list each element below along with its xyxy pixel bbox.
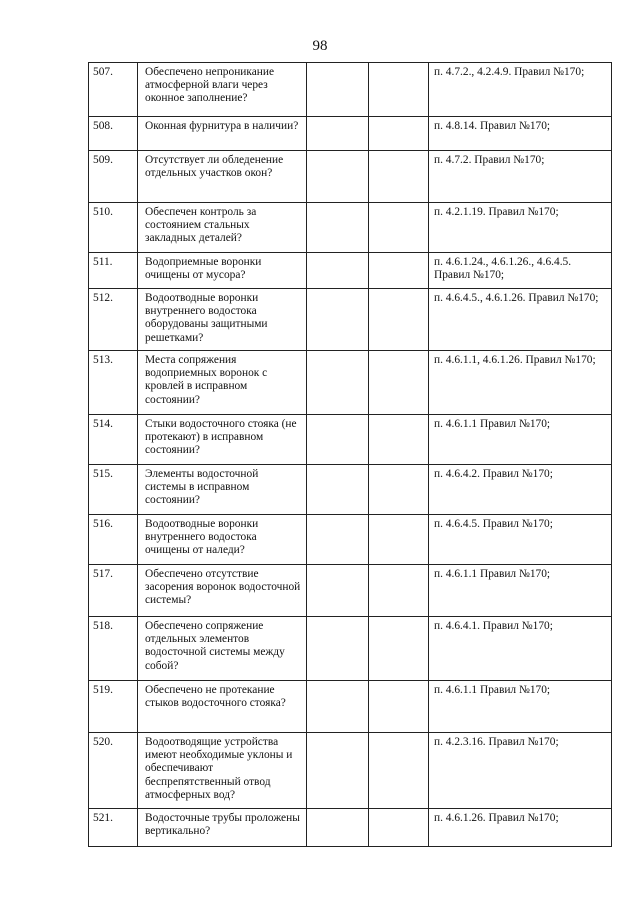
answer-cell-2[interactable] [369,203,429,253]
answer-cell-2[interactable] [369,253,429,289]
row-reference: п. 4.2.3.16. Правил №170; [429,733,612,809]
table-row [89,63,612,117]
answer-cell-2[interactable] [369,289,429,351]
row-question: Обеспечено отсутствие засорения воронок водосточной системы? [138,565,307,617]
row-number: 517. [89,565,138,617]
table-row [89,565,612,617]
table-row [89,253,612,289]
answer-cell-1[interactable] [307,63,369,117]
row-number: 516. [89,515,138,565]
row-reference: п. 4.6.1.1, 4.6.1.26. Правил №170; [429,351,612,415]
row-question: Места сопряжения водоприемных воронок с кровлей в исправном состоянии? [138,351,307,415]
table-row [89,733,612,809]
table-row [89,351,612,415]
row-question: Обеспечено непроникание атмосферной влаги через оконное заполнение? [138,63,307,117]
row-reference: п. 4.6.4.5. Правил №170; [429,515,612,565]
row-number: 518. [89,617,138,681]
answer-cell-2[interactable] [369,465,429,515]
row-number: 512. [89,289,138,351]
row-question: Оконная фурнитура в наличии? [138,117,307,151]
row-question: Водоприемные воронки очищены от мусора? [138,253,307,289]
answer-cell-1[interactable] [307,515,369,565]
table-row [89,515,612,565]
row-reference: п. 4.6.4.5., 4.6.1.26. Правил №170; [429,289,612,351]
row-reference: п. 4.6.1.1 Правил №170; [429,565,612,617]
row-number: 511. [89,253,138,289]
row-reference: п. 4.2.1.19. Правил №170; [429,203,612,253]
answer-cell-1[interactable] [307,681,369,733]
row-number: 514. [89,415,138,465]
answer-cell-2[interactable] [369,63,429,117]
row-question: Обеспечен контроль за состоянием стальных закладных деталей? [138,203,307,253]
table-row [89,809,612,847]
answer-cell-2[interactable] [369,681,429,733]
row-number: 520. [89,733,138,809]
row-number: 513. [89,351,138,415]
row-number: 508. [89,117,138,151]
checklist-table [88,62,612,847]
answer-cell-1[interactable] [307,289,369,351]
row-reference: п. 4.7.2. Правил №170; [429,151,612,203]
row-question: Элементы водосточной системы в исправном состоянии? [138,465,307,515]
answer-cell-1[interactable] [307,253,369,289]
row-reference: п. 4.6.1.24., 4.6.1.26., 4.6.4.5. Правил №170; [429,253,612,289]
row-question: Водоотводные воронки внутреннего водостока оборудованы защитными решетками? [138,289,307,351]
table-row [89,415,612,465]
row-number: 519. [89,681,138,733]
table-row [89,681,612,733]
row-question: Стыки водосточного стояка (не протекают) в исправном состоянии? [138,415,307,465]
answer-cell-1[interactable] [307,809,369,847]
answer-cell-1[interactable] [307,465,369,515]
answer-cell-2[interactable] [369,809,429,847]
row-question: Обеспечено сопряжение отдельных элементов водосточной системы между собой? [138,617,307,681]
answer-cell-1[interactable] [307,117,369,151]
answer-cell-1[interactable] [307,203,369,253]
table-row [89,151,612,203]
row-reference: п. 4.8.14. Правил №170; [429,117,612,151]
row-question: Водоотводящие устройства имеют необходимые уклоны и обеспечивают беспрепятственный отвод атмосферных вод? [138,733,307,809]
row-question: Водоотводные воронки внутреннего водостока очищены от наледи? [138,515,307,565]
row-number: 515. [89,465,138,515]
answer-cell-2[interactable] [369,565,429,617]
answer-cell-1[interactable] [307,617,369,681]
answer-cell-2[interactable] [369,117,429,151]
answer-cell-2[interactable] [369,151,429,203]
answer-cell-2[interactable] [369,733,429,809]
row-reference: п. 4.6.1.26. Правил №170; [429,809,612,847]
row-reference: п. 4.7.2., 4.2.4.9. Правил №170; [429,63,612,117]
answer-cell-1[interactable] [307,565,369,617]
table-row [89,117,612,151]
answer-cell-1[interactable] [307,415,369,465]
answer-cell-2[interactable] [369,415,429,465]
answer-cell-2[interactable] [369,617,429,681]
table-row [89,203,612,253]
row-number: 521. [89,809,138,847]
checklist-body [89,63,612,847]
row-number: 509. [89,151,138,203]
page-number: 98 [312,38,328,54]
row-question: Водосточные трубы проложены вертикально? [138,809,307,847]
answer-cell-2[interactable] [369,351,429,415]
table-row [89,617,612,681]
row-reference: п. 4.6.1.1 Правил №170; [429,681,612,733]
row-question: Обеспечено не протекание стыков водосточного стояка? [138,681,307,733]
row-reference: п. 4.6.4.2. Правил №170; [429,465,612,515]
row-reference: п. 4.6.1.1 Правил №170; [429,415,612,465]
row-number: 507. [89,63,138,117]
answer-cell-2[interactable] [369,515,429,565]
answer-cell-1[interactable] [307,151,369,203]
answer-cell-1[interactable] [307,733,369,809]
table-row [89,289,612,351]
row-number: 510. [89,203,138,253]
answer-cell-1[interactable] [307,351,369,415]
table-row [89,465,612,515]
row-reference: п. 4.6.4.1. Правил №170; [429,617,612,681]
row-question: Отсутствует ли обледенение отдельных участков окон? [138,151,307,203]
